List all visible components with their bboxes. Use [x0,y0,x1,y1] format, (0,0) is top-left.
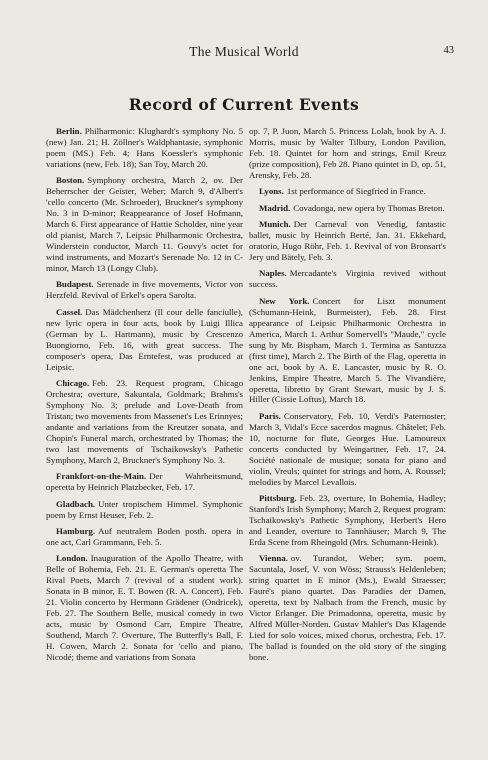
event-text: Feb. 23, overture, In Bohemia, Hadley; Stanford's Irish Symphony; March 2, Request program: Tschaikowsky's Pathetic Symphony, Herbert's Hero and Leander, overture to Tannhäuser; March 9, The Erda Scene from Rheingold (Mrs. Schumann-Heink). [249,493,446,547]
city-name: Boston. [56,175,85,186]
city-name: Berlin. [56,126,82,136]
event-entry [249,493,446,548]
event-text: Der Carneval von Venedig, fantastic ballet, music by Heinrich Berté, Jan. 31. Ekkehard, oratorio, Hugo Röhr, Feb. 1. Revival of von Bronsart's Jery und Bätely, Feb. 3. [249,219,446,263]
event-entry [249,203,446,214]
event-text: Unter tropischem Himmel. Symphonic poem by Ernst Heuser, Feb. 2. [46,498,243,520]
event-text: Mercadante's Virginia revived without success. [249,268,446,290]
city-name: Vienna. [259,553,288,564]
event-text: Serenade in five movements, Victor von Herzfeld. Revival of Erkel's opera Sarolta. [46,279,243,301]
event-entry [249,186,446,197]
event-text: Conservatory, Feb. 10, Verdi's Paternoster; March 3, Vidal's Ecce sacerdos magnus. Châtelet; Feb. 10, nocturne for flute, Georges Hue. Lamoureux concerts conducted by Weingartner, Feb. 17, 24. Société nationale de musique; sonata for piano and violin, Vreuls; quintet for strings and horn, A. Roussel; melodies by Marcel Levallois. [249,410,446,487]
event-text: Das Mädchenherz (Il cour delle fanciulle), new lyric opera in four acts, book by Luigi Illica (German by L. Hartmann), music by Crescenzo Buongiorno, Feb. 16, with great success. The composer's opera, Das Erntefest, was produced at Leipsic. [46,306,243,372]
event-entry [46,471,243,493]
event-text: 1st performance of Siegfried in France. [286,186,426,197]
event-entry [46,553,243,663]
city-name: Paris. [259,410,281,421]
city-name: Naples. [259,268,287,279]
event-text: Philharmonic: Klughardt's symphony No. 5 (new) Jan. 21; H. Zöllner's Waldphantasie, symphonic poem (MS.) Feb. 4; Hans Koessler's symphonic variations (new, Feb. 18); San Toy, March 20. [46,126,243,169]
city-name: Chicago. [56,378,90,389]
city-name: Budapest. [56,279,94,290]
event-entry [249,296,446,406]
city-name: Pittsburg. [259,493,297,504]
page-number: 43 [443,45,454,56]
event-text: ov. Turandot, Weber; sym. poem, Sacuntala, Josef, V. von Wöss; Strauss's Heldenleben; string quartet in E minor (Ms.), Ewald Straesser; Fauré's piano quartet. Das Paradies der Damen, operetta, text by Nalbach from the French, music by Victor Erlanger. Die Primadonna, operetta, music by Alfred Müller-Norden. Gustav Mahler's Das Klagende Lied for solo voices, mixed chorus, orchestra, Feb. 17. The ballad is founded on the old story of the singing bone. [249,553,446,662]
event-text: Der Wahrheitsmund, operetta by Heinrich Platzbecker, Feb. 17. [46,471,243,493]
city-name: London. [56,553,88,564]
section-title: Record of Current Events [128,95,360,114]
event-entry [249,126,446,181]
event-entry [46,378,243,466]
right-column [249,126,446,746]
city-name: Gladbach. [56,498,96,509]
event-entry [46,307,243,373]
event-entry [46,126,243,170]
event-entry [249,411,446,488]
event-entry [46,279,243,301]
city-name: Munich. [259,219,291,230]
running-head [0,44,488,62]
event-text: op. 7, P. Juon, March 5. Princess Lolah, book by A. J. Morris, music by Walter Tilbury, London Pavilion, Feb. 18. Quintet for horn and strings, Emil Kreuz (prize composition), Feb 28. Piano quintet in D, op. 51, Arensky, Feb. 28. [249,126,446,180]
event-entry [249,268,446,290]
city-name: Madrid. [259,202,291,213]
city-name: Frankfort-on-the-Main. [56,471,147,482]
city-name: Cassel. [56,306,83,317]
event-text: Symphony orchestra, March 2, ov. Der Beherrscher der Geister, Weber; March 9, d'Albert's 'cello concerto (Mr. Schroeder), Bruckner's symphony No. 3 in D-minor; Reappearance of Josef Hofmann, March 6. First appearance of Hattie Scholder, nine year old pianist, March 7, Leipsic Philharmonic Orchestra, Winderstein conductor, March 11. Gouvy's octet for wind instruments, and Mozart's Serenade No. 12 in C-minor, March 13 (Longy Club). [46,175,243,273]
city-name: Lyons. [259,186,284,197]
event-text: Feb. 23. Request program, Chicago Orchestra; overture, Sakuntala, Goldmark; Brahms's Symphony No. 3; prelude and Love-Death from Tristan; two movements from Massenet's Les Erinnyes; andante and variations from the Kreutzer sonata, and Chopin's Funeral march, orchestrated by Thomas; the two last movements of Tschaikowsky's Pathetic Symphony, March 2, Bruckner's Symphony No. 3. [46,378,243,465]
publication-title: The Musical World [189,44,299,59]
event-entry [46,526,243,548]
city-name: Hamburg. [56,525,96,536]
event-text: Inauguration of the Apollo Theatre, with Belle of Bohemia, Feb. 21. E. German's operetta The Rival Poets, March 7 (revival of a student work). Sonata in B minor, E. T. Bowen (R. A. Concert), Feb. 21. Violin concerto by Hermann Grädener (Ondricek), Feb. 27. The Southern Belle, musical comedy in two acts, music by Osmond Carr, Empire Theatre, Southend, March 7. Overture, The Butterfly's Ball, F. H. Cowen, March 2. Sonata for 'cello and piano, Nicodé; theme and variations from Sonata [46,553,243,662]
event-entry [249,553,446,663]
event-text: Covadonga, new opera by Thomas Breton. [293,202,445,213]
event-text: Auf neutralem Boden posth. opera in one act, Carl Grammann, Feb. 5. [46,525,243,547]
left-column [46,126,243,746]
text-columns [46,126,446,746]
city-name: New York. [259,295,310,306]
event-text: Concert for Liszt monument (Schumann-Heink, Burmeister), Feb. 28. First appearance of Leipsic Philharmonic Orchestra in America, March 1. Arthur Somervell's "Maude," cycle sung by Mr. Bispham, March 1. Termina as Santuzza (first time), March 2. The Birth of the Flag, operetta in one act, book by A. E. Lancaster, music by R. O. Jenkins, Empire Theatre, March 5. The Vivandière, operetta, libretto by Grant Stewart, music by J. S. Hiller (Cissie Loftus), March 18. [249,295,446,405]
event-entry [46,499,243,521]
event-entry [249,219,446,263]
event-entry [46,175,243,274]
